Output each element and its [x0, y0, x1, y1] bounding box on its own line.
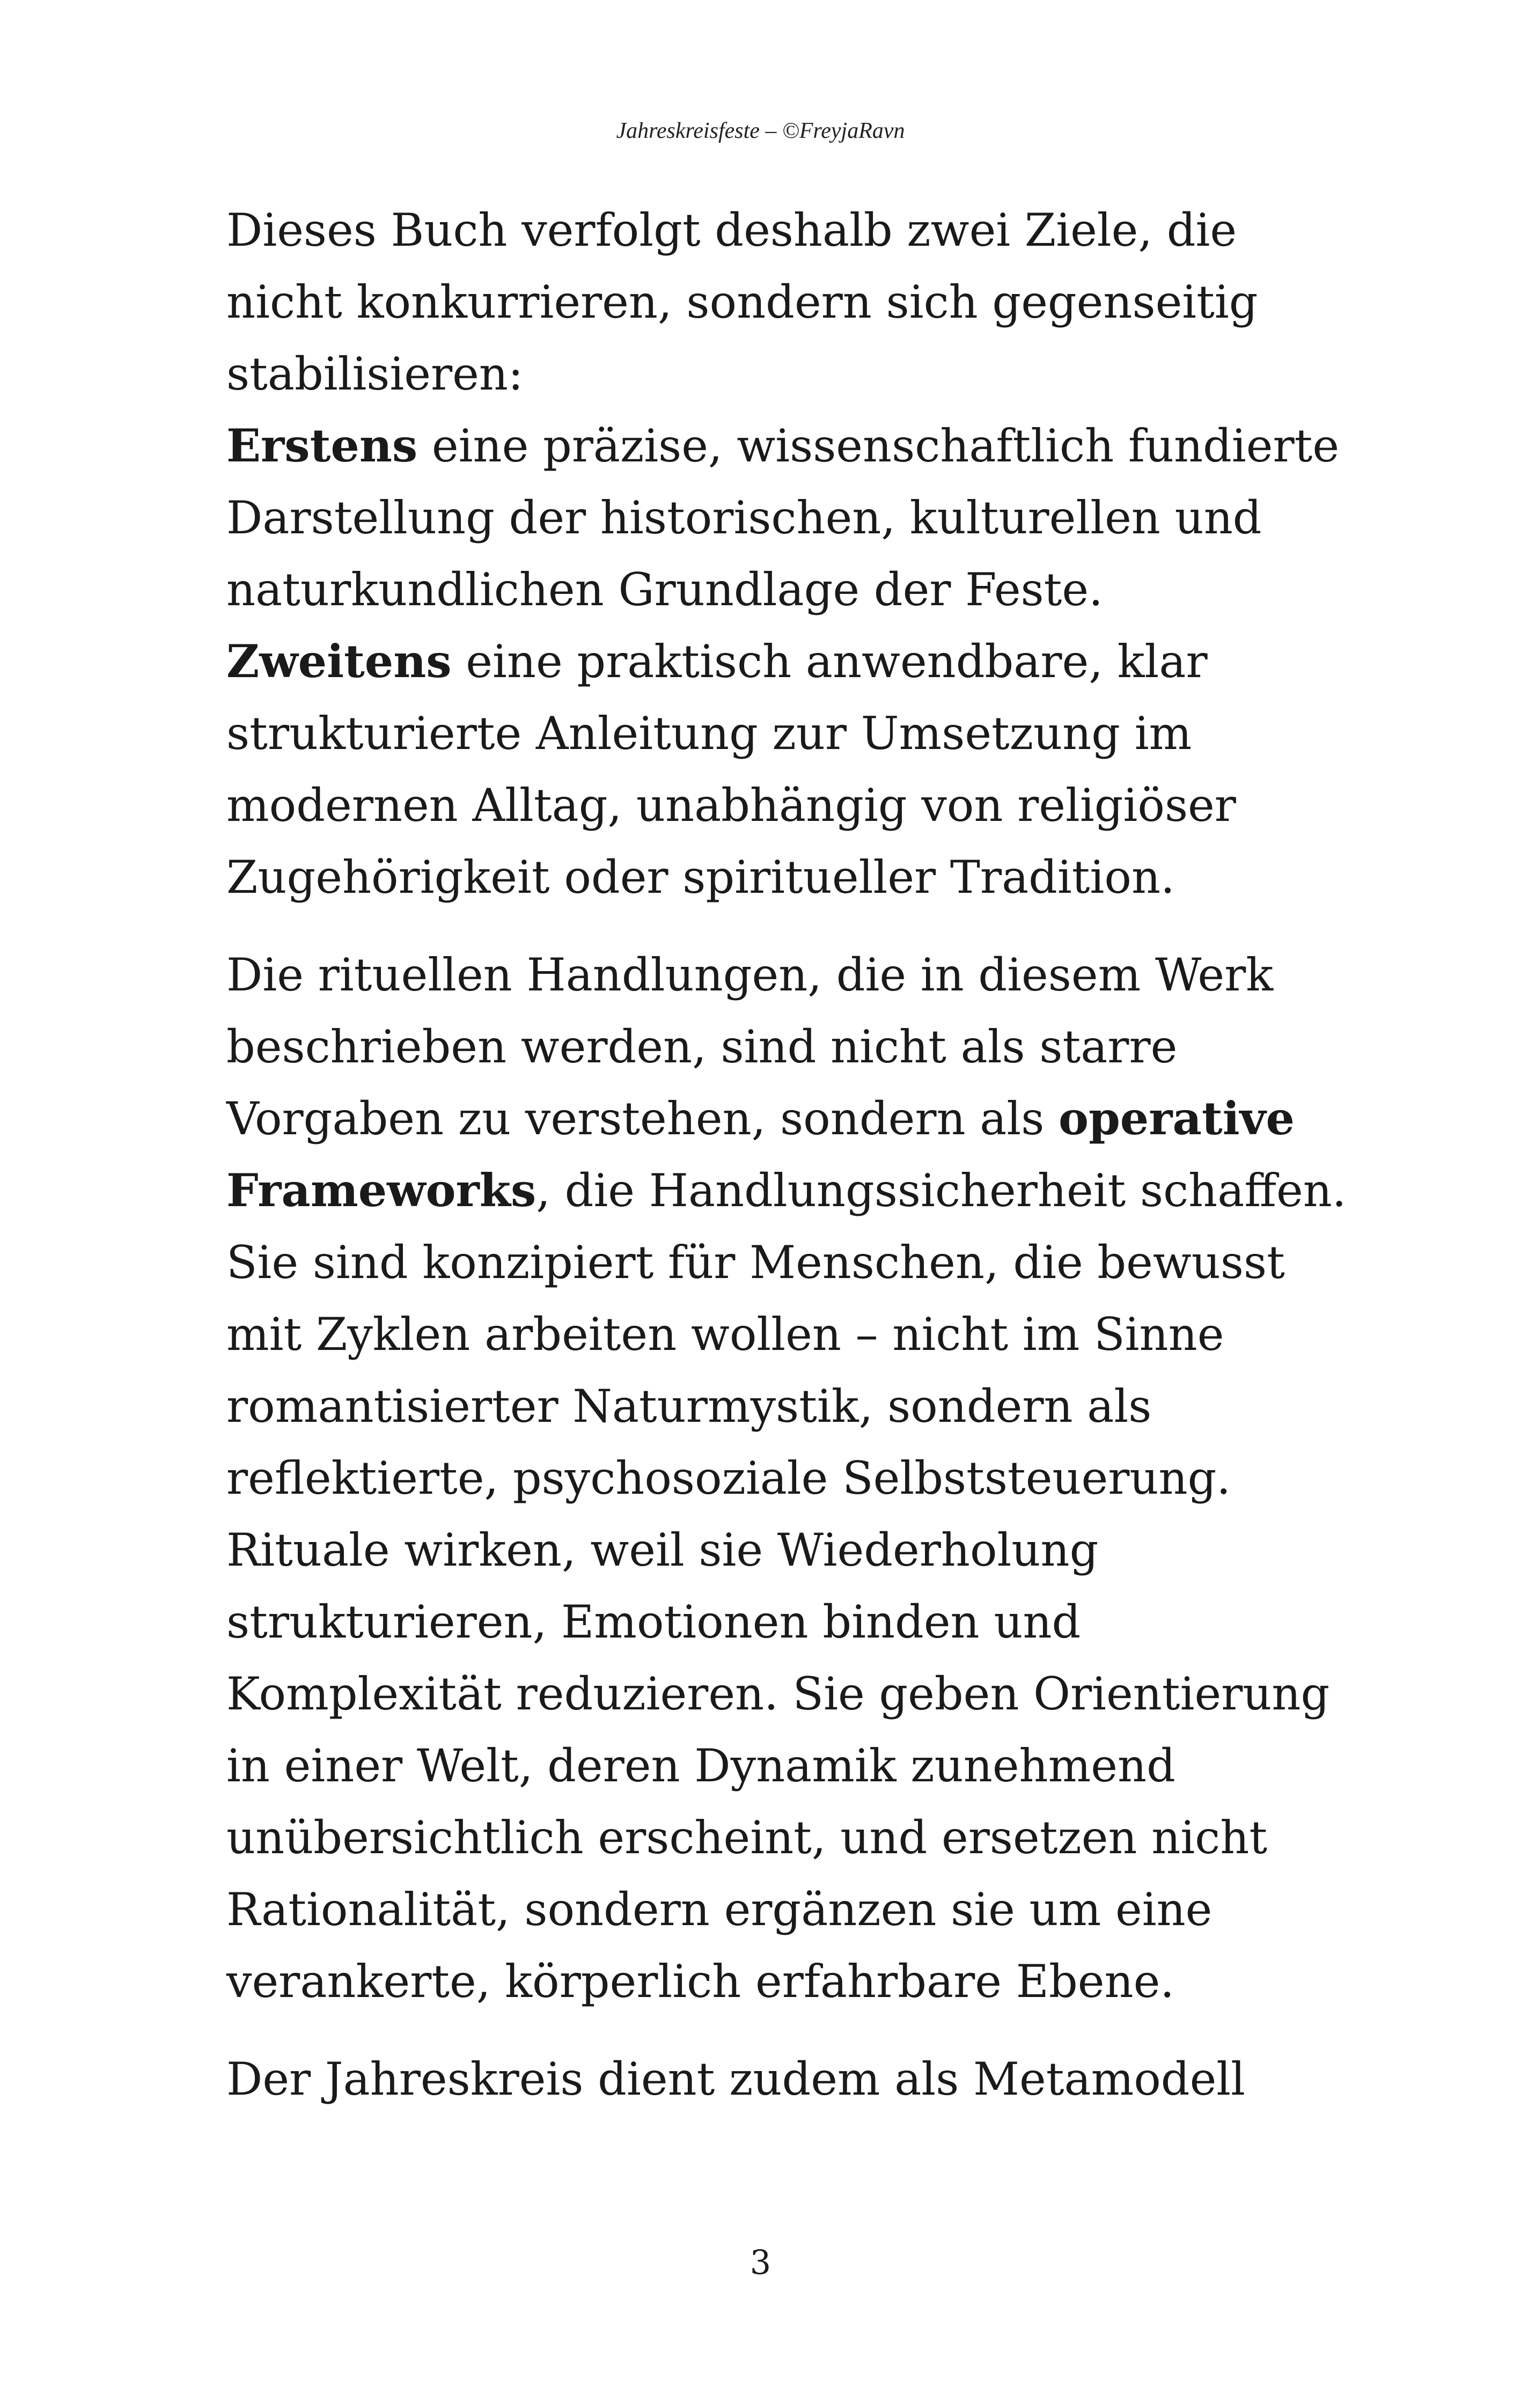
text-line: Dieses Buch verfolgt deshalb zwei Ziele, die: [226, 204, 1237, 256]
emphasis-operative: operative: [1059, 1092, 1295, 1145]
page-number: 3: [750, 2243, 771, 2282]
text-line: mit Zyklen arbeiten wollen – nicht im Sinne: [226, 1308, 1224, 1361]
text-line: Sie sind konzipiert für Menschen, die bewusst: [226, 1236, 1285, 1289]
text-line: Darstellung der historischen, kulturellen und: [226, 491, 1262, 544]
text-line: stabilisieren:: [226, 348, 524, 400]
text-line: Rituale wirken, weil sie Wiederholung: [226, 1524, 1099, 1576]
paragraph-spacing: [226, 2017, 1364, 2043]
paragraph-spacing: [226, 913, 1364, 939]
emphasis-frameworks: Frameworks: [226, 1164, 537, 1217]
running-header: Jahreskreisfeste – ©FreyjaRavn: [616, 119, 905, 143]
text-line: reflektierte, psychosoziale Selbststeuerung.: [226, 1452, 1231, 1504]
text-line: Die rituellen Handlungen, die in diesem Werk: [226, 949, 1274, 1001]
paragraph: [226, 194, 1364, 913]
text-run: Vorgaben zu verstehen, sondern als: [226, 1092, 1059, 1145]
text-line: [226, 1155, 1364, 1227]
text-line: nicht konkurrieren, sondern sich gegenseitig: [226, 276, 1258, 328]
text-run: eine präzise, wissenschaftlich fundierte: [417, 420, 1340, 472]
text-line: [226, 626, 1364, 698]
text-line: modernen Alltag, unabhängig von religiöser: [226, 779, 1236, 832]
text-line: beschrieben werden, sind nicht als starre: [226, 1021, 1178, 1073]
text-run: eine praktisch anwendbare, klar: [451, 635, 1208, 688]
text-line: strukturieren, Emotionen binden und: [226, 1596, 1081, 1648]
text-line: Der Jahreskreis dient zudem als Metamodell: [226, 2053, 1246, 2105]
text-line: in einer Welt, deren Dynamik zunehmend: [226, 1739, 1175, 1792]
text-line: naturkundlichen Grundlage der Feste.: [226, 563, 1103, 616]
text-line: [226, 1083, 1364, 1155]
emphasis-erstens: Erstens: [226, 419, 418, 472]
text-line: Komplexität reduzieren. Sie geben Orientierung: [226, 1668, 1330, 1720]
text-line: romantisierter Naturmystik, sondern als: [226, 1380, 1152, 1433]
paragraph: [226, 2043, 1364, 2115]
text-line: verankerte, körperlich erfahrbare Ebene.: [226, 1955, 1174, 2008]
body-text: [226, 194, 1364, 2115]
text-line: unübersichtlich erscheint, und ersetzen nicht: [226, 1811, 1268, 1864]
emphasis-zweitens: Zweitens: [226, 635, 452, 688]
paragraph: [226, 939, 1364, 2017]
text-line: Rationalität, sondern ergänzen sie um eine: [226, 1883, 1213, 1936]
text-line: [226, 410, 1364, 482]
text-run: , die Handlungssicherheit schaffen.: [536, 1164, 1347, 1217]
text-line: Zugehörigkeit oder spiritueller Tradition.: [226, 851, 1175, 904]
text-line: strukturierte Anleitung zur Umsetzung im: [226, 707, 1192, 760]
